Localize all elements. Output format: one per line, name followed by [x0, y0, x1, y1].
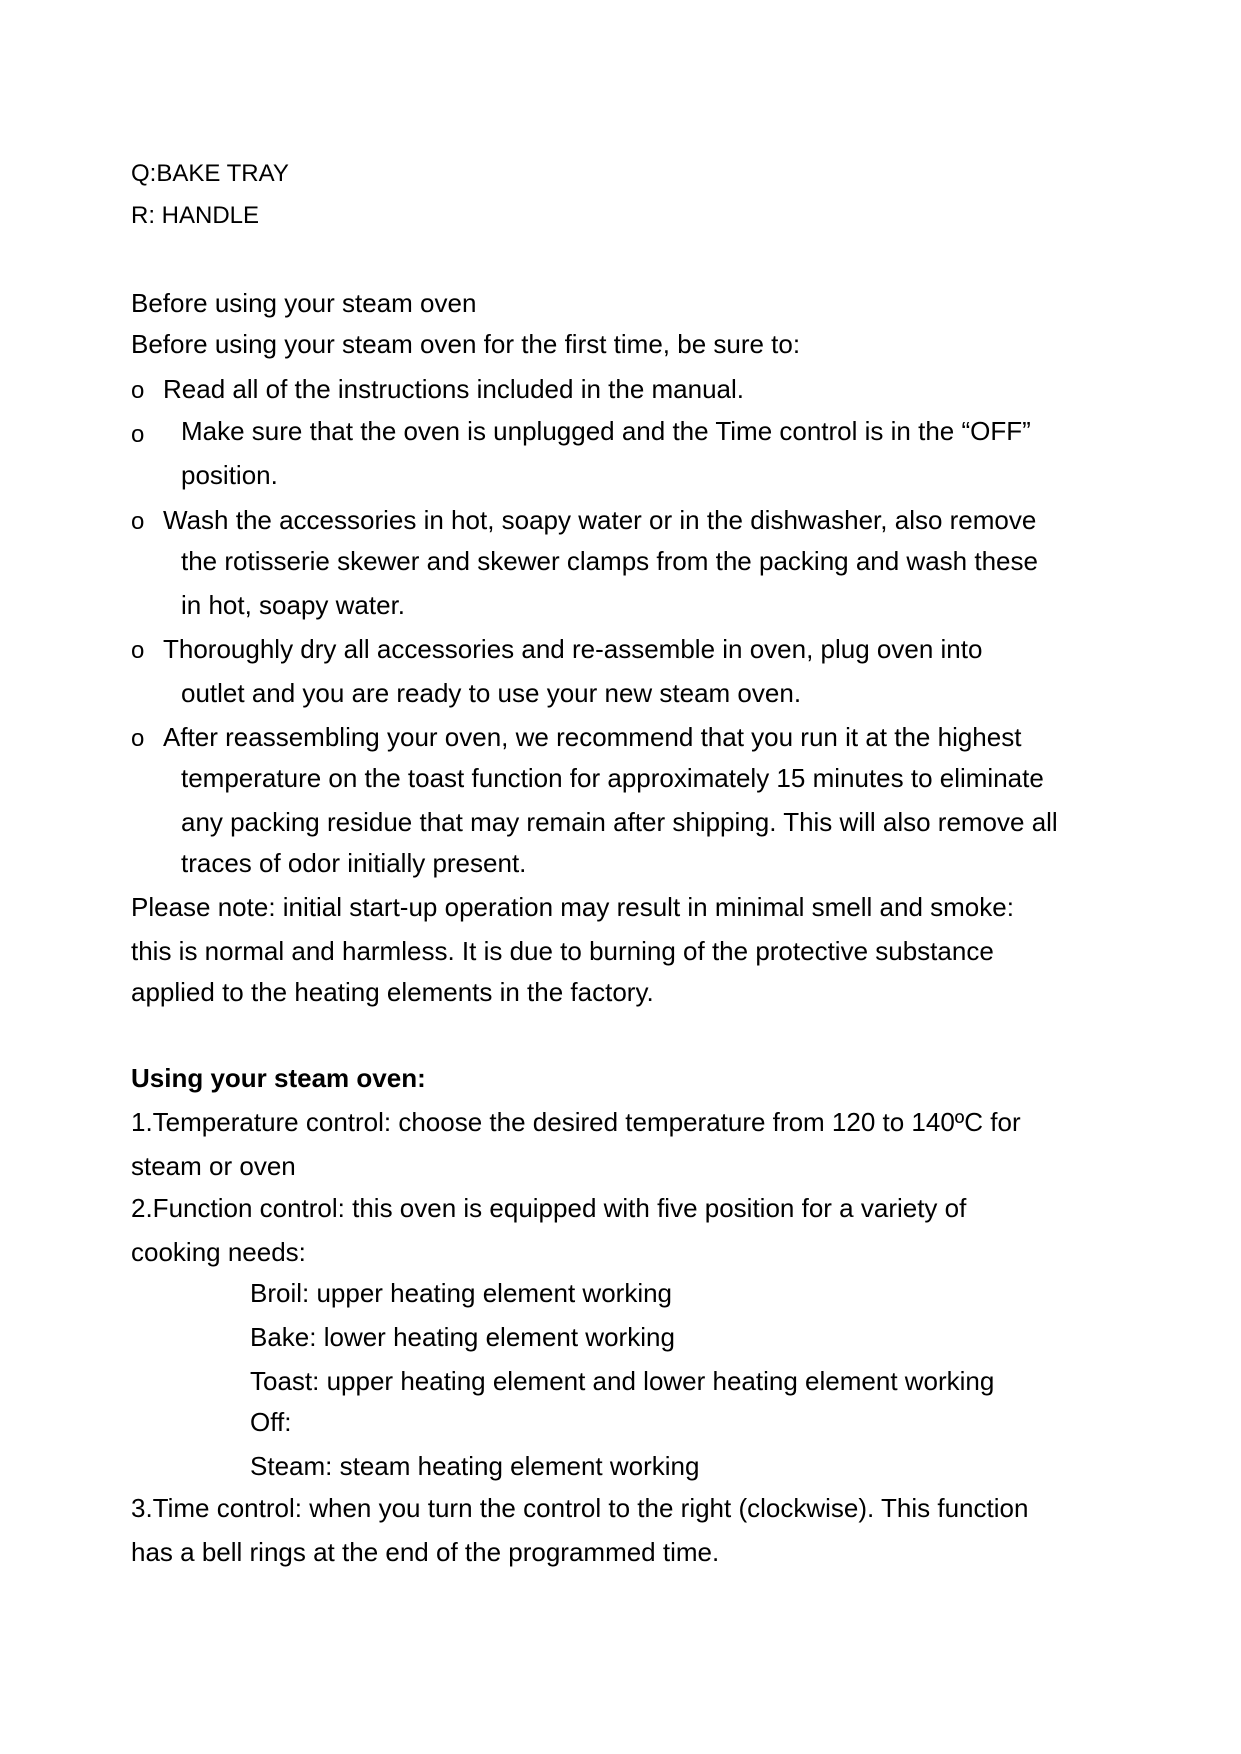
list-item: After reassembling your oven, we recommend that you run it at the highest	[163, 722, 1022, 752]
temperature-control-text: 1.Temperature control: choose the desired temperature from 120 to 140ºC for	[131, 1107, 1021, 1137]
bullet-marker: o	[131, 725, 145, 752]
list-item: Read all of the instructions included in the manual.	[163, 374, 745, 404]
bullet-marker: o	[131, 421, 145, 448]
function-control-text: 2.Function control: this oven is equipped with five position for a variety of	[131, 1193, 967, 1223]
list-item-continued: position.	[181, 460, 278, 490]
function-toast: Toast: upper heating element and lower heating element working	[250, 1366, 995, 1396]
function-control-text: cooking needs:	[131, 1237, 306, 1267]
note-line: Please note: initial start-up operation may result in minimal smell and smoke:	[131, 892, 1014, 922]
function-steam: Steam: steam heating element working	[250, 1451, 700, 1481]
before-intro: Before using your steam oven for the first time, be sure to:	[131, 329, 801, 359]
function-bake: Bake: lower heating element working	[250, 1322, 675, 1352]
function-off: Off:	[250, 1407, 292, 1437]
list-item: Thoroughly dry all accessories and re-assemble in oven, plug oven into	[163, 634, 983, 664]
function-broil: Broil: upper heating element working	[250, 1278, 673, 1308]
list-item-continued: any packing residue that may remain after shipping. This will also remove all	[181, 807, 1058, 837]
bullet-marker: o	[131, 508, 145, 535]
list-item: Wash the accessories in hot, soapy water or in the dishwasher, also remove	[163, 505, 1037, 535]
using-heading: Using your steam oven:	[131, 1063, 426, 1093]
bullet-marker: o	[131, 377, 145, 404]
list-item-continued: the rotisserie skewer and skewer clamps from the packing and wash these	[181, 546, 1038, 576]
note-line: applied to the heating elements in the factory.	[131, 977, 654, 1007]
note-line: this is normal and harmless. It is due to burning of the protective substance	[131, 936, 994, 966]
time-control-text: 3.Time control: when you turn the control to the right (clockwise). This function	[131, 1493, 1029, 1523]
bullet-marker: o	[131, 637, 145, 664]
list-item-continued: temperature on the toast function for approximately 15 minutes to eliminate	[181, 763, 1044, 793]
temperature-control-text: steam or oven	[131, 1151, 296, 1181]
part-r: R: HANDLE	[131, 202, 260, 229]
list-item-continued: outlet and you are ready to use your new steam oven.	[181, 678, 802, 708]
list-item: Make sure that the oven is unplugged and the Time control is in the “OFF”	[181, 416, 1031, 446]
before-heading: Before using your steam oven	[131, 288, 477, 318]
part-q: Q:BAKE TRAY	[131, 160, 289, 187]
list-item-continued: in hot, soapy water.	[181, 590, 406, 620]
list-item-continued: traces of odor initially present.	[181, 848, 527, 878]
time-control-text: has a bell rings at the end of the programmed time.	[131, 1537, 720, 1567]
